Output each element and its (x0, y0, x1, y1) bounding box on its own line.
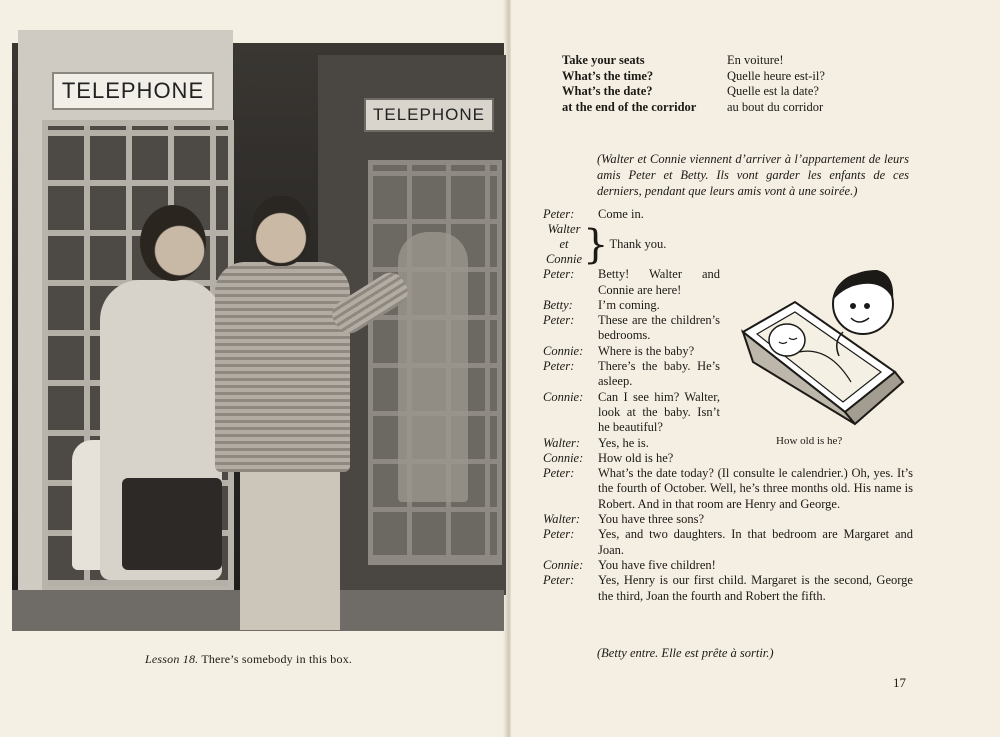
speaker: Peter: (543, 466, 575, 481)
dialogue-line (543, 512, 913, 527)
dialogue-line-group (543, 222, 913, 267)
speaker: Connie: (543, 450, 584, 465)
vocabulary-list (562, 53, 825, 115)
speaker: Peter: (543, 359, 575, 374)
speech: You have five children! (598, 557, 716, 572)
dialogue-line (543, 207, 913, 222)
caption-text: There’s somebody in this box. (201, 652, 353, 666)
speaker-connie: Connie (545, 252, 583, 267)
vocab-row (562, 69, 825, 85)
speech: Yes, he is. (598, 435, 649, 450)
dialogue-line (543, 527, 913, 558)
vocab-english: Take your seats (562, 53, 645, 67)
intro-paragraph: (Walter et Connie viennent d’arriver à l’appartement de leurs amis Peter et Betty. Ils vont garder les enfants de ces derniers, pendant que leurs amis vont à une soirée.) (597, 152, 909, 199)
illustration-caption: How old is he? (776, 435, 843, 447)
handbag (122, 478, 222, 570)
dialogue-line (543, 466, 913, 512)
speech: How old is he? (598, 450, 674, 465)
speech: These are the children’s bedrooms. (598, 313, 720, 343)
dialogue-line (543, 558, 913, 573)
speaker: Connie: (543, 343, 584, 358)
speech: Can I see him? Walter, look at the baby. Isn’t he beautiful? (598, 389, 720, 435)
speech: Betty! Walter and Connie are here! (598, 267, 720, 297)
vocab-french: En voiture! (727, 53, 784, 67)
speaker: Connie: (543, 389, 584, 404)
speech: Thank you. (609, 237, 667, 252)
stage-direction: (Betty entre. Elle est prête à sortir.) (597, 646, 774, 660)
vocab-english: What’s the time? (562, 68, 654, 83)
page-number: 17 (893, 675, 906, 690)
vocab-row (562, 100, 825, 116)
man-in-booth (398, 232, 468, 502)
woman-head (140, 205, 206, 281)
dialogue-line (543, 573, 913, 604)
speech: Yes, Henry is our first child. Margaret is the second, George the third, Joan the fourth and Robert the fifth. (598, 573, 913, 603)
speech: You have three sons? (598, 512, 705, 527)
speaker: Peter: (543, 207, 575, 221)
speaker-group (543, 222, 585, 267)
speaker: Betty: (543, 297, 573, 312)
speaker-walter: Walter (547, 222, 581, 237)
dialogue-line (543, 451, 913, 466)
vocab-row (562, 53, 825, 69)
speaker: Peter: (543, 313, 575, 328)
vocab-french: Quelle est la date? (727, 84, 819, 99)
telephone-sign-right: TELEPHONE (364, 98, 494, 132)
speech: Yes, and two daughters. In that bedroom are Margaret and Joan. (598, 527, 913, 557)
vocab-english: What’s the date? (562, 84, 653, 99)
speech: There’s the baby. He’s asleep. (598, 359, 720, 389)
brace-icon: } (583, 221, 609, 268)
vocab-english: at the end of the corridor (562, 99, 697, 114)
man-trousers (240, 470, 340, 630)
caption-lesson: Lesson 18. (145, 652, 199, 666)
man-head (252, 196, 310, 266)
speech: Come in. (598, 207, 644, 221)
dialogue-line (543, 436, 913, 451)
speech: Where is the baby? (598, 343, 695, 358)
speaker: Walter: (543, 435, 581, 450)
speaker: Connie: (543, 557, 584, 572)
vocab-french: au bout du corridor (727, 99, 824, 114)
speaker: Peter: (543, 527, 575, 542)
photo-caption (145, 652, 352, 667)
vocab-row (562, 84, 825, 100)
telephone-sign-left: TELEPHONE (52, 72, 214, 110)
speaker: Peter: (543, 573, 575, 588)
speaker-et: et (559, 237, 569, 252)
baby-cot-illustration (735, 262, 913, 430)
speaker: Peter: (543, 267, 575, 282)
speaker: Walter: (543, 512, 581, 527)
speech: I’m coming. (598, 297, 660, 312)
vocab-french: Quelle heure est-il? (727, 68, 825, 83)
man-checked-jacket (215, 262, 350, 472)
speech: What’s the date today? (Il consulte le calendrier.) Oh, yes. It’s the fourth of October. Well, he’s three months old. His name is Robert. And in that room are Henry and George. (598, 466, 913, 511)
